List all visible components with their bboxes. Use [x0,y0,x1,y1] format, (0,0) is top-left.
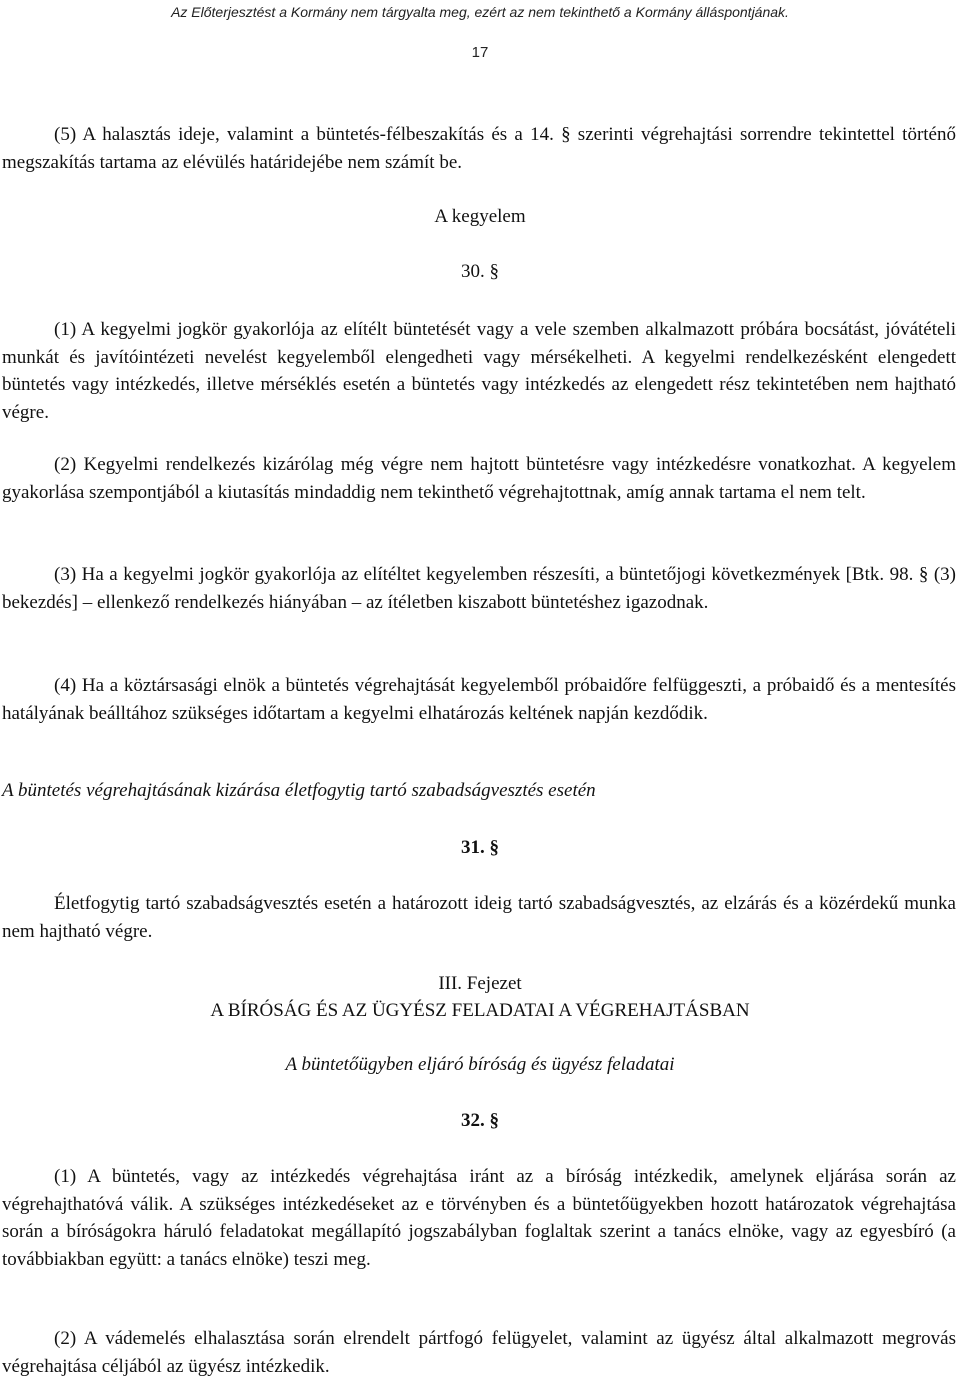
chapter-number: III. Fejezet [438,973,522,994]
paragraph-30-3: (3) Ha a kegyelmi jogkör gyakorlója az elítéltet kegyelemben részesíti, a büntetőjogi következmények [Btk. 98. § (3) bekezdés] – ellenkező rendelkezés hiányában – az ítéletben kiszabott büntetéshez igazodnak. [2,564,956,613]
section-32-title: 32. § [461,1110,499,1131]
section-31-title: 31. § [461,837,499,858]
section-30-title: 30. § [461,261,499,282]
chapter-title: A BÍRÓSÁG ÉS AZ ÜGYÉSZ FELADATAI A VÉGREHAJTÁSBAN [210,1000,750,1021]
paragraph-29-5: (5) A halasztás ideje, valamint a büntetés-félbeszakítás és a 14. § szerinti végrehajtási sorrendre tekintettel történő megszakítás tartama az elévülés határidejébe nem számít be. [2,124,956,173]
heading-kegyelem: A kegyelem [434,206,526,227]
heading-birosag-ugyesz: A büntetőügyben eljáró bíróság és ügyész feladatai [285,1054,675,1075]
paragraph-32-2: (2) A vádemelés elhalasztása során elrendelt pártfogó felügyelet, valamint az ügyész által alkalmazott megrovás végrehajtása céljából az ügyész intézkedik. [2,1328,956,1377]
paragraph-30-4: (4) Ha a köztársasági elnök a büntetés végrehajtását kegyelemből próbaidőre felfüggeszti, a próbaidő és a mentesítés hatályának beálltához szükséges időtartam a kegyelmi elhatározás keltének napján kezdődik. [2,675,956,724]
paragraph-32-1: (1) A büntetés, vagy az intézkedés végrehajtása iránt az a bíróság intézkedik, amelynek eljárása során az végrehajthatóvá válik. A szükséges intézkedéseket az e törvényben és a büntetőügyekben hozott határozatok végrehajtása során a bíróságokra háruló feladatokat megállapító jogszabályban foglaltak szerint a tanács elnöke, vagy az egyesbíró (a továbbiakban együtt: a tanács elnöke) teszi meg. [2,1166,956,1270]
paragraph-31: Életfogytig tartó szabadságvesztés esetén a határozott ideig tartó szabadságvesztés, az elzárás és a közérdekű munka nem hajtható végre. [2,893,956,942]
running-header: Az Előterjesztést a Kormány nem tárgyalta meg, ezért az nem tekinthető a Kormány álláspontjának. [171,4,789,20]
paragraph-30-2: (2) Kegyelmi rendelkezés kizárólag még végre nem hajtott büntetésre vagy intézkedésre vonatkozhat. A kegyelem gyakorlása szempontjából a kiutasítás mindaddig nem tekinthető végrehajtottnak, amíg annak tartama el nem telt. [2,454,956,503]
heading-eletfogytig: A büntetés végrehajtásának kizárása életfogytig tartó szabadságvesztés esetén [2,780,596,801]
paragraph-30-1: (1) A kegyelmi jogkör gyakorlója az elítélt büntetését vagy a vele szemben alkalmazott próbára bocsátást, jóvátételi munkát és javítóintézeti nevelést kegyelemből elengedheti vagy mérsékelheti. A kegyelmi rendelkezésként elengedett büntetés vagy intézkedés, illetve mérséklés esetén a büntetés vagy intézkedés az elengedett rész tekintetében nem hajtható végre. [2,319,956,423]
page-number: 17 [471,44,489,61]
